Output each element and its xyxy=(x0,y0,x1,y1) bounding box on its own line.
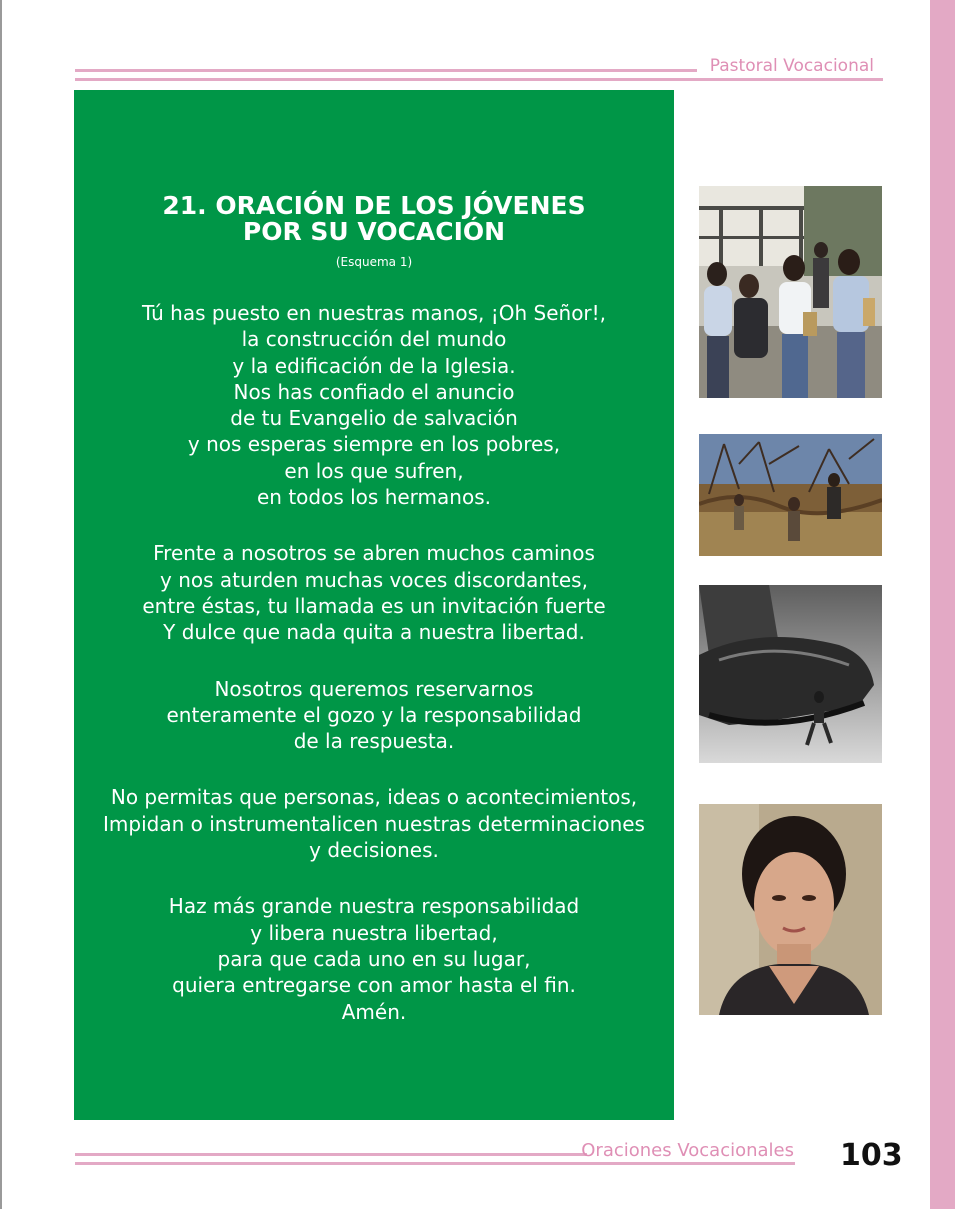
footer-section-label: Oraciones Vocacionales xyxy=(581,1140,794,1161)
photo-young-woman-portrait xyxy=(699,804,882,1015)
header-rule-bottom xyxy=(75,78,883,81)
footer-rule-top xyxy=(75,1153,587,1156)
prayer-line: y nos aturden muchas voces discordantes, xyxy=(160,567,588,592)
prayer-stanza xyxy=(74,300,674,510)
prayer-line: Tú has puesto en nuestras manos, ¡Oh Señor!, xyxy=(141,301,607,325)
header-section-label: Pastoral Vocacional xyxy=(709,56,874,76)
prayer-line: Nosotros queremos reservarnos xyxy=(214,676,534,701)
footer-rule-bottom xyxy=(75,1162,795,1165)
prayer-stanza xyxy=(74,893,674,1024)
prayer-subtitle: (Esquema 1) xyxy=(335,255,413,269)
prayer-title xyxy=(74,193,674,245)
page-number: 103 xyxy=(840,1138,903,1173)
prayer-line: de la respuesta. xyxy=(293,729,455,754)
prayer-line: en todos los hermanos. xyxy=(257,485,491,510)
prayer-line: entre éstas, tu llamada es un invitación fuerte xyxy=(142,593,606,618)
prayer-stanza xyxy=(74,676,674,755)
prayer-line: Amén. xyxy=(341,999,407,1024)
prayer-line: enteramente el gozo y la responsabilidad xyxy=(166,702,582,727)
prayer-body xyxy=(74,300,674,1025)
prayer-line: No permitas que personas, ideas o acontecimientos, xyxy=(110,785,638,810)
prayer-line: y nos esperas siempre en los pobres, xyxy=(187,432,561,457)
prayer-title-line: POR SU VOCACIÓN xyxy=(242,217,506,246)
photo-students-walking xyxy=(699,186,882,398)
side-strip xyxy=(930,0,955,1209)
page-edge xyxy=(0,0,2,1209)
prayer-stanza xyxy=(74,540,674,645)
header-rule-top xyxy=(75,69,697,72)
prayer-line: y la edificación de la Iglesia. xyxy=(232,353,516,378)
prayer-line: Haz más grande nuestra responsabilidad xyxy=(168,894,580,919)
prayer-line: y decisiones. xyxy=(309,838,439,863)
prayer-line: Frente a nosotros se abren muchos caminos xyxy=(153,541,595,566)
photo-giant-shoe xyxy=(699,585,882,763)
prayer-stanza xyxy=(74,784,674,863)
prayer-line: Impidan o instrumentalicen nuestras determinaciones xyxy=(103,811,645,836)
prayer-panel xyxy=(74,90,674,1120)
prayer-line: para que cada uno en su lugar, xyxy=(217,946,531,971)
prayer-title-line: 21. ORACIÓN DE LOS JÓVENES xyxy=(162,191,586,220)
prayer-line: Nos has confiado el anuncio xyxy=(233,379,515,404)
prayer-line: de tu Evangelio de salvación xyxy=(230,406,518,431)
prayer-line: y libera nuestra libertad, xyxy=(250,920,498,945)
prayer-line: Y dulce que nada quita a nuestra libertad. xyxy=(163,620,585,645)
prayer-line: quiera entregarse con amor hasta el fin. xyxy=(172,973,576,998)
photo-field-walkers xyxy=(699,434,882,556)
prayer-line: la construcción del mundo xyxy=(241,327,507,352)
prayer-line: en los que sufren, xyxy=(284,458,464,483)
